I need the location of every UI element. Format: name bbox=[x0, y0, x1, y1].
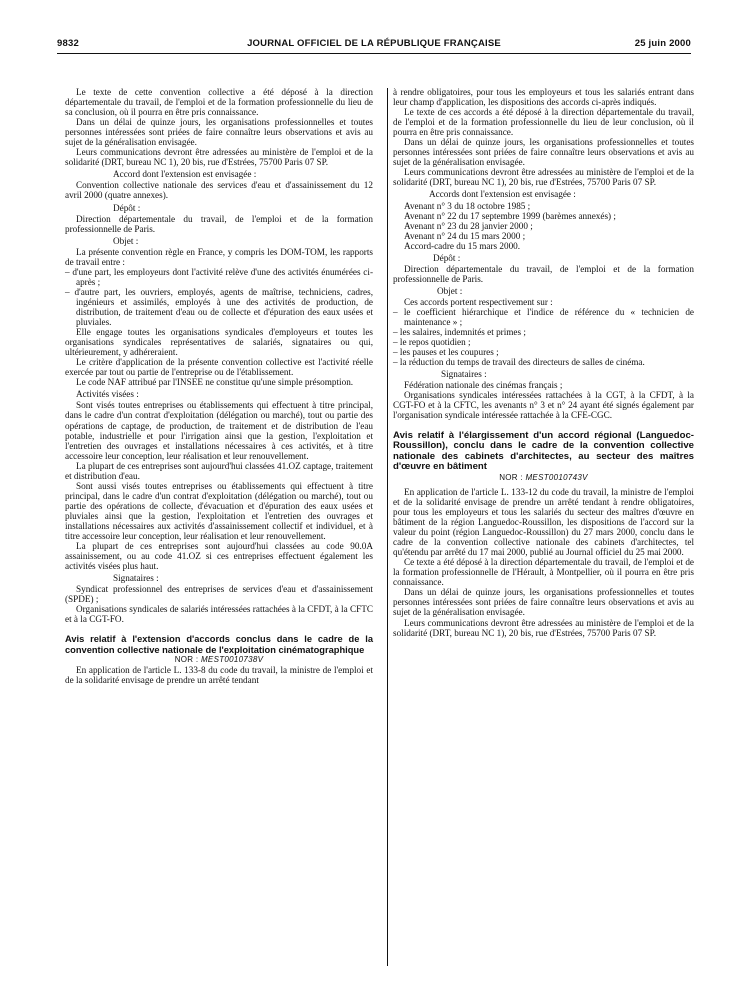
paragraph-delay: Dans un délai de quinze jours, les organisations professionnelles et toutes personnes intéressées sont priées de faire connaître leurs observations et avis au sujet de la généralisation envisagée. bbox=[393, 137, 694, 168]
nor-prefix: NOR : bbox=[174, 655, 199, 665]
signataire-syndicat: Syndicat professionnel des entreprises de services d'eau et d'assainissement (SPDE) ; bbox=[65, 584, 373, 605]
objet-intro: Ces accords portent respectivement sur : bbox=[404, 296, 553, 307]
label-objet: Objet : bbox=[437, 285, 463, 296]
header-rule bbox=[57, 53, 691, 54]
objet-list bbox=[65, 267, 373, 327]
nor-reference bbox=[65, 655, 373, 665]
label-objet: Objet : bbox=[113, 235, 139, 246]
paragraph-application: En application de l'article L. 133-12 du code du travail, la ministre de l'emploi et de la solidarité envisage de prendre un arrêté tendant à rendre obligatoires, pour tous les employeurs et tous les salariés du secteur des maîtres d'œuvre en bâtiment de la région Languedoc-Roussillon, les dispositions de l'accord sur la valeur du point (région Languedoc-Roussillon) du 27 mars 2000, conclu dans le cadre de la convention collective nationale des cabinets d'architectes, tel qu'étendu par arrêté du 17 mai 2000, publié au Journal officiel du 25 mai 2000. bbox=[393, 486, 694, 558]
label-activites: Activités visées : bbox=[76, 389, 139, 400]
paragraph-naf: Le code NAF attribué par l'INSEE ne constitue qu'une simple présomption. bbox=[76, 377, 354, 388]
objet-list bbox=[393, 307, 694, 367]
avis-title: Avis relatif à l'élargissement d'un accord régional (Languedoc-Roussillon), conclu dans le cadre de la convention collective nationale des cabinets d'architectes, au secteur des maîtres d'œuvre en bâtiment bbox=[393, 429, 694, 473]
signataire-federation: Fédération nationale des cinémas français ; bbox=[404, 380, 563, 391]
label-signataires: Signataires : bbox=[113, 573, 159, 584]
paragraph-plupart-1: La plupart de ces entreprises sont aujourd'hui classées 41.OZ captage, traitement et distribution d'eau. bbox=[65, 460, 373, 481]
list-item: – d'une part, les employeurs dont l'activité relève d'une des activités énumérées ci-après ; bbox=[65, 266, 373, 287]
paragraph-delay: Dans un délai de quinze jours, les organisations professionnelles et toutes personnes intéressées sont priées de faire connaître leurs observations et avis au sujet de la généralisation envisagée. bbox=[393, 587, 694, 618]
paragraph-communications: Leurs communications devront être adressées au ministère de l'emploi et de la solidarité (DRT, bureau NC 1), 20 bis, rue d'Estrées, 75700 Paris 07 SP. bbox=[393, 617, 694, 638]
list-item: Avenant n° 22 du 17 septembre 1999 (barèmes annexés) ; bbox=[404, 210, 616, 221]
paragraph-delay: Dans un délai de quinze jours, les organisations professionnelles et toutes personnes intéressées sont priées de faire connaître leurs observations et avis au sujet de la généralisation envisagée. bbox=[65, 117, 373, 148]
list-item: – les salaires, indemnités et primes ; bbox=[393, 327, 526, 338]
paragraph-deposit: Le texte de ces accords a été déposé à la direction départementale du travail, de l'emploi et de la formation professionnelle du lieu de leur conclusion, où il pourra en être pris connaissance. bbox=[393, 107, 694, 138]
paragraph-communications: Leurs communications devront être adressées au ministère de l'emploi et de la solidarité (DRT, bureau NC 1), 20 bis, rue d'Estrées, 75700 Paris 07 SP. bbox=[393, 167, 694, 188]
label-accords: Accords dont l'extension est envisagée : bbox=[429, 189, 576, 200]
list-item: Avenant n° 24 du 15 mars 2000 ; bbox=[404, 230, 526, 241]
paragraph-texte: Ce texte a été déposé à la direction départementale du travail, de l'emploi et de la formation professionnelle de l'Hérault, à Montpellier, où il pourra en être pris connaissance. bbox=[393, 557, 694, 588]
depot-text: Direction départementale du travail, de l'emploi et de la formation professionnelle de Paris. bbox=[65, 213, 373, 234]
avis-title: Avis relatif à l'extension d'accords conclus dans le cadre de la convention collective nationale de l'exploitation cinématographique bbox=[65, 634, 373, 655]
page-number: 9832 bbox=[57, 38, 79, 49]
page-header bbox=[57, 38, 691, 54]
convention-name: Convention collective nationale des services d'eau et d'assainissement du 12 avril 2000 (quatre annexes). bbox=[65, 180, 373, 201]
right-column bbox=[393, 87, 694, 638]
journal-title: JOURNAL OFFICIEL DE LA RÉPUBLIQUE FRANÇAISE bbox=[247, 38, 501, 49]
nor-code: MEST0010738V bbox=[200, 655, 264, 665]
paragraph-deposit: Le texte de cette convention collective a été déposé à la direction départementale du travail, de l'emploi et de la formation professionnelle du lieu de sa conclusion, où il pourra en être pris connaissance. bbox=[65, 87, 373, 118]
paragraph-plupart-2: La plupart de ces entreprises sont aujourd'hui classées au code 90.0A assainissement, ou au code 41.OZ si ces entreprises effectuent également les activités visées plus haut. bbox=[65, 541, 373, 572]
list-item: Accord-cadre du 15 mars 2000. bbox=[404, 240, 521, 251]
paragraph-application: En application de l'article L. 133-8 du code du travail, la ministre de l'emploi et de la solidarité envisage de prendre un arrêté tendant bbox=[65, 665, 373, 686]
label-signataires: Signataires : bbox=[441, 369, 487, 380]
paragraph-engage: Elle engage toutes les organisations syndicales d'employeurs et toutes les organisations syndicales représentatives de salariés, signataires ou qui, ultérieurement, y adhéreraient. bbox=[65, 327, 373, 358]
paragraph-continuation: à rendre obligatoires, pour tous les employeurs et tous les salariés entrant dans leur champ d'application, les dispositions des accords ci-après indiqués. bbox=[393, 87, 694, 108]
depot-text: Direction départementale du travail, de l'emploi et de la formation professionnelle de Paris. bbox=[393, 263, 694, 284]
list-item: – d'autre part, les ouvriers, employés, agents de maîtrise, techniciens, cadres, ingénieurs et assimilés, employés à une des activités de production, de distribution, de traitement d'eau ou de collecte et d'épuration des eaux usées et pluviales. bbox=[65, 286, 373, 328]
left-column bbox=[65, 87, 373, 685]
nor-code: MEST0010743V bbox=[525, 472, 588, 482]
label-accord: Accord dont l'extension est envisagée : bbox=[113, 169, 257, 180]
paragraph-vises-1: Sont visés toutes entreprises ou établissements qui effectuent à titre principal, dans le cadre d'un contrat d'exploitation (délégation ou marché), tout ou partie des opérations de captage, de production, de traitement et de distribution de l'eau potable, industrielle et pour l'irrigation ainsi que la gestion, l'exploitation et l'entretien des ouvrages et installations nécessaires à ces activités, et à titre accessoire leur conception, leur réalisation et leur renouvellement. bbox=[65, 400, 373, 461]
paragraph-critere: Le critère d'application de la présente convention collective est l'activité réelle exercée par tout ou partie de l'entreprise ou de l'établissement. bbox=[65, 357, 373, 378]
label-depot: Dépôt : bbox=[433, 252, 461, 263]
list-item: – la réduction du temps de travail des directeurs de salles de cinéma. bbox=[393, 357, 645, 368]
signataire-organisations: Organisations syndicales intéressées rattachées à la CGT, à la CFDT, à la CGT-FO et à la CFTC, les avenants n° 3 et n° 24 ayant été signés également par l'organisation syndicale intéressée rattachée à la CFE-CGC. bbox=[393, 390, 694, 421]
paragraph-communications: Leurs communications devront être adressées au ministère de l'emploi et de la solidarité (DRT, bureau NC 1), 20 bis, rue d'Estrées, 75700 Paris 07 SP. bbox=[65, 147, 373, 168]
paragraph-vises-2: Sont aussi visés toutes entreprises ou établissements qui effectuent à titre principal, dans le cadre d'un contrat d'exploitation (délégation ou marché), tout ou partie des opérations de collecte, d'évacuation et d'épuration des eaux usées et pluviales ainsi que la gestion, l'exploitation et l'entretien des ouvrages et installations nécessaires aux activités d'assainissement collectif et individuel, et à titre accessoire leur conception, leur réalisation et leur renouvellement. bbox=[65, 480, 373, 542]
issue-date: 25 juin 2000 bbox=[634, 38, 691, 49]
nor-prefix: NOR : bbox=[499, 472, 523, 482]
column-divider bbox=[387, 88, 388, 966]
list-item: – le repos quotidien ; bbox=[393, 337, 471, 348]
label-depot: Dépôt : bbox=[113, 202, 141, 213]
objet-intro: La présente convention règle en France, y compris les DOM-TOM, les rapports de travail entre : bbox=[65, 246, 373, 267]
nor-reference bbox=[393, 473, 694, 483]
list-item: – le coefficient hiérarchique et l'indice de référence du « technicien de maintenance » ; bbox=[393, 306, 694, 328]
avenant-list bbox=[393, 201, 694, 251]
signataire-organisations: Organisations syndicales de salariés intéressées rattachées à la CFDT, à la CFTC et à la CGT-FO. bbox=[65, 604, 373, 625]
list-item: Avenant n° 3 du 18 octobre 1985 ; bbox=[404, 200, 531, 211]
list-item: – les pauses et les coupures ; bbox=[393, 347, 499, 358]
list-item: Avenant n° 23 du 28 janvier 2000 ; bbox=[404, 220, 533, 231]
